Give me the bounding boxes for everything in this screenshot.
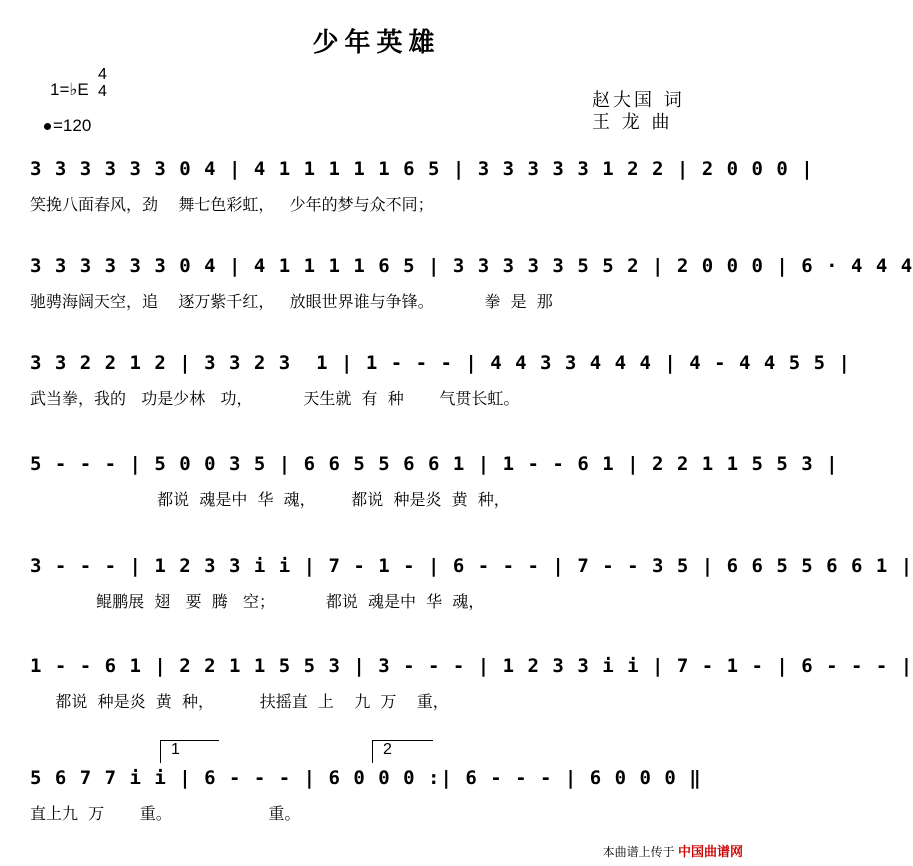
notation-line-1: 3 3 3 3 3 3 0 4 | 4 1 1 1 1 1 6 5 | 3 3 3 3 3 1 2 2 | 2 0 0 0 |	[30, 158, 814, 180]
lyric-line-2: 驰骋海阔天空，追 逐万紫千红， 放眼世界谁与争锋。 拳 是 那	[30, 292, 553, 311]
time-signature	[98, 66, 107, 100]
notation-line-3: 3 3 2 2 1 2 | 3 3 2 3 1 | 1 - - - | 4 4 3 3 4 4 4 | 4 - 4 4 5 5 |	[30, 352, 851, 374]
lyric-line-1: 笑挽八面春风，劲 舞七色彩虹， 少年的梦与众不同；	[30, 195, 434, 214]
second-ending-bracket	[372, 740, 433, 763]
notation-line-5: 3 - - - | 1 2 3 3 i i | 7 - 1 - | 6 - - - | 7 - - 3 5 | 6 6 5 5 6 6 1 |	[30, 555, 913, 577]
tempo-value: =120	[53, 116, 92, 135]
lyric-line-4: 都说 魂是中 华 魂， 都说 种是炎 黄 种，	[30, 490, 510, 509]
notation-line-7: 5 6 7 7 i i | 6 - - - | 6 0 0 0 :| 6 - - - | 6 0 0 0 ‖	[30, 767, 702, 789]
footer-credit	[603, 841, 743, 860]
notation-line-4: 5 - - - | 5 0 0 3 5 | 6 6 5 5 6 6 1 | 1 - - 6 1 | 2 2 1 1 5 5 3 |	[30, 453, 839, 475]
lyric-line-6: 都说 种是炎 黄 种， 扶摇直 上 九 万 重，	[30, 692, 449, 711]
notation-line-6: 1 - - 6 1 | 2 2 1 1 5 5 3 | 3 - - - | 1 2 3 3 i i | 7 - 1 - | 6 - - - |	[30, 655, 913, 677]
meter-top: 4	[98, 66, 107, 83]
meter-bottom: 4	[98, 83, 107, 100]
composer-credit: 王 龙 曲	[592, 112, 673, 133]
quarter-note-icon	[43, 122, 52, 131]
footer-prefix: 本曲谱上传于	[602, 845, 675, 859]
lyric-line-7: 直上九 万 重。 重。	[30, 804, 301, 823]
tempo-marking	[44, 116, 91, 136]
second-ending-number: 2	[383, 741, 392, 758]
lyric-line-5: 鲲鹏展 翅 要 腾 空； 都说 魂是中 华 魂，	[30, 592, 485, 611]
first-ending-number: 1	[171, 741, 180, 758]
score-title: 少年英雄	[312, 28, 441, 58]
lyric-line-3: 武当拳，我的 功是少林 功， 天生就 有 种 气贯长虹。	[30, 389, 520, 408]
key-signature: 1=♭E	[50, 80, 89, 99]
site-logo: 中国曲谱网	[677, 844, 743, 859]
first-ending-bracket	[160, 740, 219, 763]
notation-line-2: 3 3 3 3 3 3 0 4 | 4 1 1 1 1 6 5 | 3 3 3 3 3 5 5 2 | 2 0 0 0 | 6 · 4 4 4	[30, 255, 913, 277]
lyricist-credit: 赵大国 词	[592, 90, 685, 111]
